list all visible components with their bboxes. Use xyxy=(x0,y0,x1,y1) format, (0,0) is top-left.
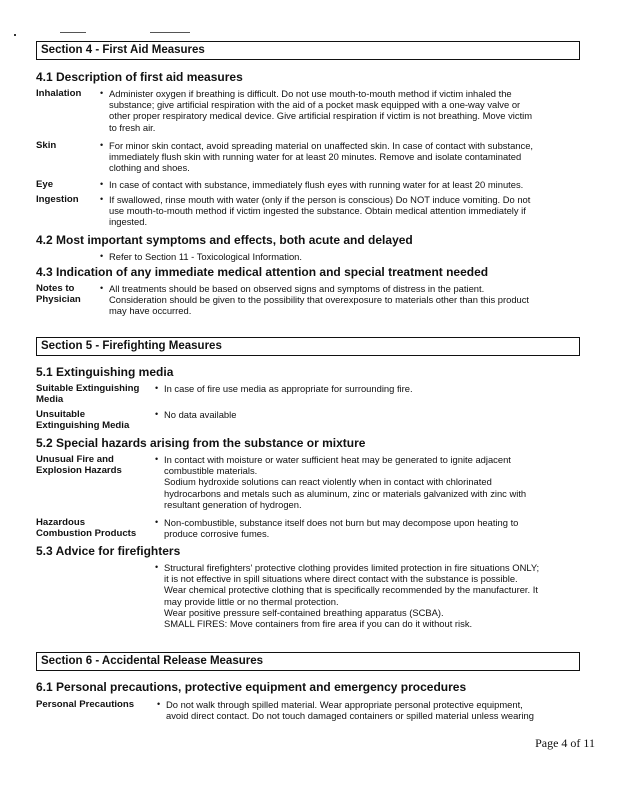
subsection-4-3-title: 4.3 Indication of any immediate medical attention and special treatment needed xyxy=(36,265,489,279)
notes-text: All treatments should be based on observed signs and symptoms of distress in the patient. Consideration should be given to the possibility that overexposure to materials other than this product may have occurred. xyxy=(109,283,530,317)
bullet-icon: • xyxy=(155,517,159,527)
subsection-5-2-title: 5.2 Special hazards arising from the substance or mixture xyxy=(36,436,366,450)
page-number: Page 4 of 11 xyxy=(535,736,595,750)
inhalation-text: Administer oxygen if breathing is difficult. Do not use mouth-to-mouth method if victim inhaled the substance; give artificial respiration with the aid of a pocket mask equipped with a one-way valve or other proper respiratory medical device. Give artificial respiration if victim is not breathing. Move victim to fresh air. xyxy=(109,88,533,133)
bullet-icon: • xyxy=(100,179,104,189)
bullet-icon: • xyxy=(155,562,159,572)
ingestion-label: Ingestion xyxy=(36,194,79,205)
personal-precautions-label: Personal Precautions xyxy=(36,699,135,710)
skin-label: Skin xyxy=(36,140,57,151)
bullet-icon: • xyxy=(100,88,104,98)
symptoms-entry xyxy=(100,251,302,262)
personal-precautions-entry xyxy=(157,699,534,721)
bullet-icon: • xyxy=(100,194,104,204)
bullet-icon: • xyxy=(100,251,104,261)
bullet-icon: • xyxy=(157,699,161,709)
inhalation-entry xyxy=(100,88,532,133)
personal-precautions-text: Do not walk through spilled material. Wear appropriate personal protective equipment, avoid direct contact. Do not touch damaged containers or spilled material unless wearing xyxy=(166,699,534,722)
unusual-hazards-text: In contact with moisture or water sufficient heat may be generated to ignite adjacent combustible materials. Sodium hydroxide solutions can react violently when in contact with chlorinated hydrocarbons and metals such as aluminum, zinc or materials galvanized with zinc with resultant generation of hydrogen. xyxy=(164,454,527,510)
unsuitable-media-label: Unsuitable Extinguishing Media xyxy=(36,409,130,432)
scan-mark xyxy=(14,34,16,36)
bullet-icon: • xyxy=(100,140,104,150)
subsection-6-1-title: 6.1 Personal precautions, protective equipment and emergency procedures xyxy=(36,680,467,694)
notes-to-physician-label: Notes to Physician xyxy=(36,283,81,306)
combustion-products-label: Hazardous Combustion Products xyxy=(36,517,137,540)
bullet-icon: • xyxy=(155,454,159,464)
unsuitable-media-text: No data available xyxy=(164,409,237,420)
section-5-header: Section 5 - Firefighting Measures xyxy=(36,337,580,356)
subsection-4-2-title: 4.2 Most important symptoms and effects, both acute and delayed xyxy=(36,233,413,247)
eye-text: In case of contact with substance, immediately flush eyes with running water for at least 20 minutes. xyxy=(109,179,524,190)
unusual-hazards-entry xyxy=(155,454,526,510)
firefighter-advice-entry xyxy=(155,562,539,629)
eye-entry xyxy=(100,179,523,190)
bullet-icon: • xyxy=(155,383,159,393)
combustion-products-text: Non-combustible, substance itself does not burn but may decompose upon heating to produce corrosive fumes. xyxy=(164,517,519,540)
inhalation-label: Inhalation xyxy=(36,88,82,99)
subsection-5-3-title: 5.3 Advice for firefighters xyxy=(36,544,181,558)
notes-entry xyxy=(100,283,529,317)
combustion-products-entry xyxy=(155,517,518,539)
suitable-media-entry xyxy=(155,383,413,394)
scan-artifact xyxy=(150,32,190,33)
suitable-media-label: Suitable Extinguishing Media xyxy=(36,383,140,406)
subsection-5-1-title: 5.1 Extinguishing media xyxy=(36,365,174,379)
skin-text: For minor skin contact, avoid spreading material on unaffected skin. In case of contact with substance, immediately flush skin with running water for at least 20 minutes. Remove and isolate contaminated clothing and shoes. xyxy=(109,140,534,174)
ingestion-text: If swallowed, rinse mouth with water (only if the person is conscious) Do NOT induce vomiting. Do not use mouth-to-mouth method if victim ingested the substance. Obtain medical attention immediately if ingested. xyxy=(109,194,531,228)
section-6-header: Section 6 - Accidental Release Measures xyxy=(36,652,580,671)
subsection-4-1-title: 4.1 Description of first aid measures xyxy=(36,70,243,84)
bullet-icon: • xyxy=(100,283,104,293)
unusual-hazards-label: Unusual Fire and Explosion Hazards xyxy=(36,454,122,477)
eye-label: Eye xyxy=(36,179,54,190)
scan-artifact xyxy=(60,32,86,33)
section-4-header: Section 4 - First Aid Measures xyxy=(36,41,580,60)
ingestion-entry xyxy=(100,194,530,228)
symptoms-text: Refer to Section 11 - Toxicological Information. xyxy=(109,251,302,262)
bullet-icon: • xyxy=(155,409,159,419)
suitable-media-text: In case of fire use media as appropriate for surrounding fire. xyxy=(164,383,413,394)
firefighter-advice-text: Structural firefighters' protective clothing provides limited protection in fire situations ONLY; it is not effective in spill situations where direct contact with the substance is possible. Wear chemical protective clothing that is specifically recommended by the manufacturer. It may provide little or no thermal protection. Wear positive pressure self-contained breathing apparatus (SCBA). SMALL FIRES: Move containers from fire area if you can do it without risk. xyxy=(164,562,540,630)
skin-entry xyxy=(100,140,533,174)
unsuitable-media-entry xyxy=(155,409,236,420)
